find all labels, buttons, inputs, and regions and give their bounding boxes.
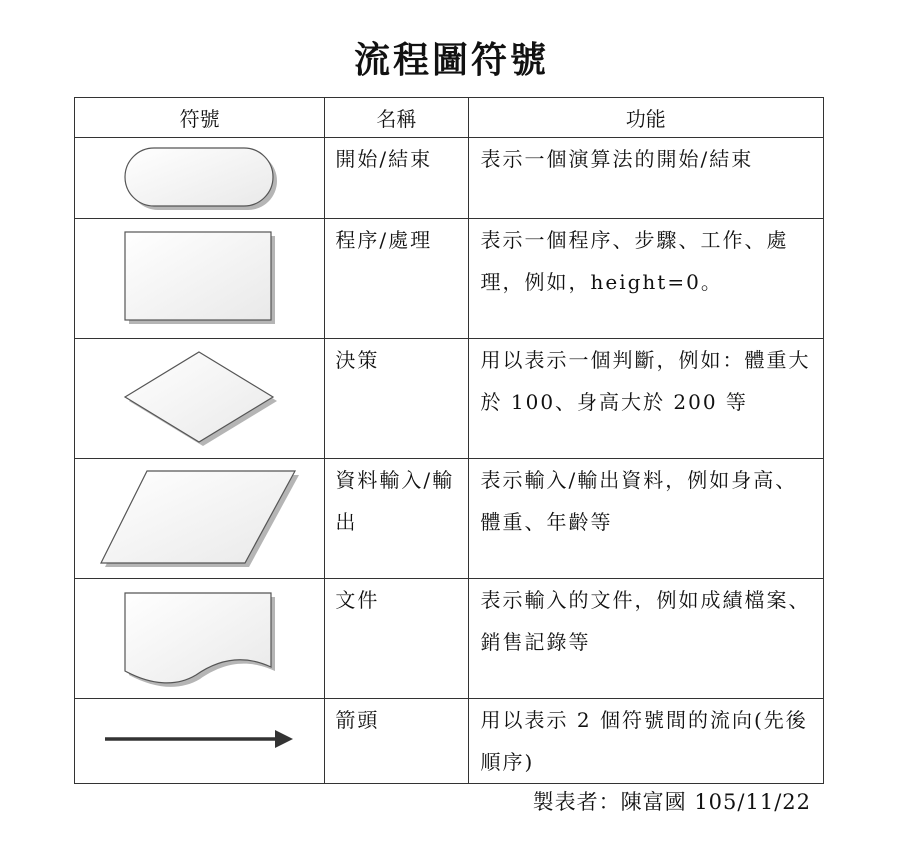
symbol-name: 開始/結束 <box>325 138 468 219</box>
header-name: 名稱 <box>325 98 468 138</box>
symbol-function: 表示一個程序、步驟、工作、處理，例如，height=0。 <box>468 219 823 339</box>
flowchart-symbol-table <box>74 97 824 784</box>
symbol-function: 表示一個演算法的開始/結束 <box>468 138 823 219</box>
table-row-document <box>75 579 824 699</box>
footer-credit: 製表者：陳富國 105/11/22 <box>532 790 811 814</box>
symbol-function: 表示輸入的文件，例如成績檔案、銷售記錄等 <box>468 579 823 699</box>
symbol-function: 用以表示 2 個符號間的流向(先後順序) <box>468 699 823 784</box>
symbol-function: 表示輸入/輸出資料，例如身高、體重、年齡等 <box>468 459 823 579</box>
header-function: 功能 <box>468 98 823 138</box>
symbol-name: 文件 <box>325 579 468 699</box>
terminator-shape-icon <box>75 138 325 219</box>
decision-shape-icon <box>75 339 325 459</box>
symbol-cell <box>75 339 325 459</box>
table-header-row <box>75 98 824 138</box>
symbol-cell <box>75 459 325 579</box>
symbol-cell <box>75 138 325 219</box>
table-row-data-io <box>75 459 824 579</box>
document-shape-icon <box>75 579 325 699</box>
symbol-cell <box>75 219 325 339</box>
symbol-name: 決策 <box>325 339 468 459</box>
symbol-cell <box>75 699 325 784</box>
header-symbol: 符號 <box>75 98 325 138</box>
page-title: 流程圖符號 <box>353 39 549 81</box>
symbol-name: 程序/處理 <box>325 219 468 339</box>
arrow-shape-icon <box>75 699 325 779</box>
symbol-cell <box>75 579 325 699</box>
symbol-name: 箭頭 <box>325 699 468 784</box>
table-row-decision <box>75 339 824 459</box>
table-row-terminator <box>75 138 824 219</box>
symbol-function: 用以表示一個判斷，例如：體重大於 100、身高大於 200 等 <box>468 339 823 459</box>
table-row-process <box>75 219 824 339</box>
symbol-name: 資料輸入/輸出 <box>325 459 468 579</box>
table-row-arrow <box>75 699 824 784</box>
process-shape-icon <box>75 219 325 339</box>
data-io-shape-icon <box>75 459 325 579</box>
